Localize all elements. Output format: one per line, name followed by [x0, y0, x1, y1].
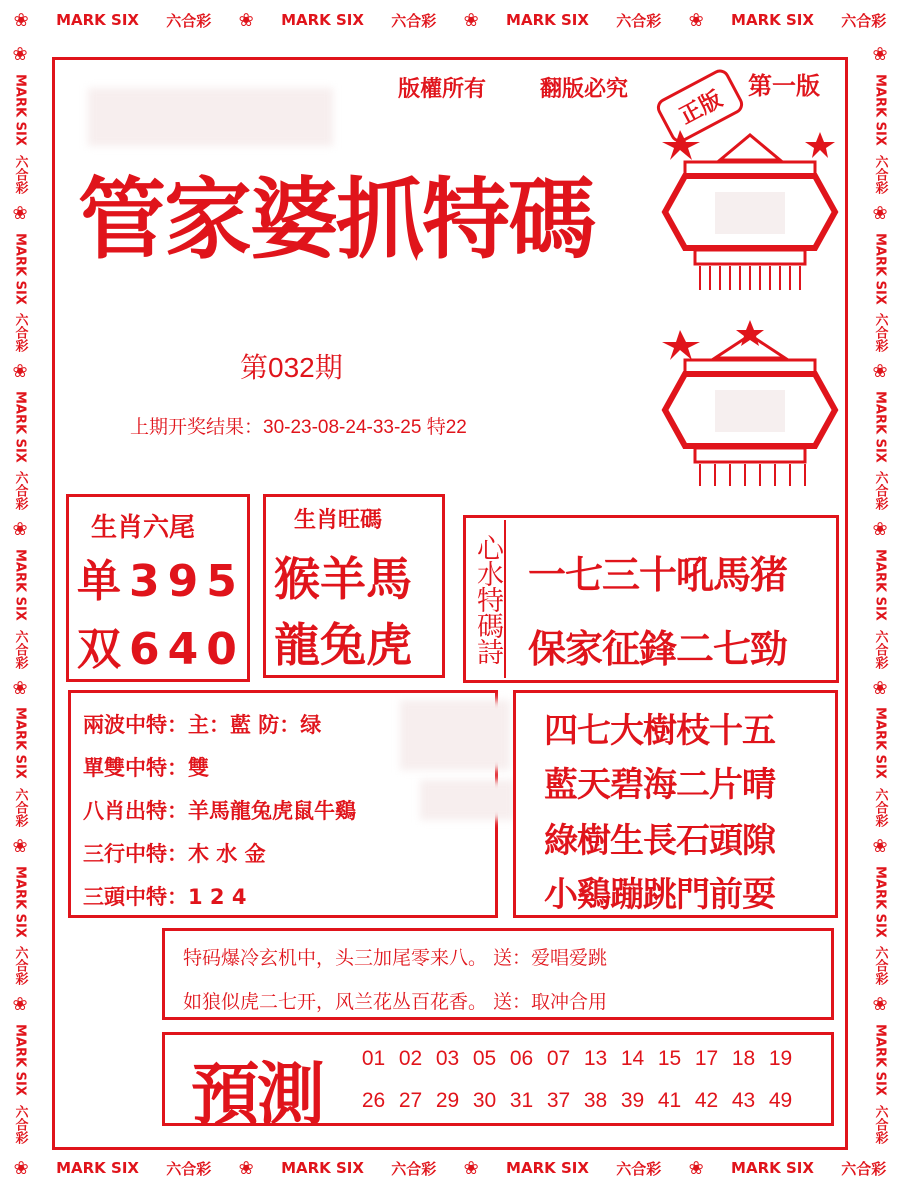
border-text-en: MARK SIX — [56, 1159, 139, 1177]
odd-tails-row — [77, 545, 245, 609]
copyright-text: 版權所有 — [398, 76, 487, 102]
border-text-en: MARK SIX — [872, 707, 888, 780]
border-text-cn: 六合彩 — [391, 11, 437, 30]
tip-value: 主：藍 防：绿 — [188, 713, 322, 737]
poem1-side-label-cell — [470, 520, 506, 678]
poem1-side-label: 心水特碼詩 — [472, 534, 503, 664]
tip-label: 三頭中特： — [83, 885, 188, 909]
forecast-number: 19 — [768, 1047, 793, 1070]
border-text-en: MARK SIX — [281, 11, 364, 29]
border-text-en: MARK SIX — [872, 1023, 888, 1096]
poem2-box — [513, 690, 838, 918]
border-text-cn: 六合彩 — [616, 1159, 662, 1178]
border-text-en: MARK SIX — [872, 865, 888, 938]
poem2-line: 藍天碧海二片晴 — [544, 765, 775, 805]
border-text-en: MARK SIX — [872, 549, 888, 621]
border-text-en: MARK SIX — [12, 865, 28, 938]
poem2-line: 綠樹生長石頭隙 — [544, 821, 775, 861]
tip-row — [83, 752, 209, 782]
flower-icon: ❀ — [12, 202, 28, 224]
border-text-en: MARK SIX — [12, 74, 28, 147]
even-tails-row — [77, 613, 245, 677]
flower-icon: ❀ — [872, 677, 888, 699]
zodiac-sign: 羊 — [320, 552, 366, 606]
flower-icon: ❀ — [12, 994, 28, 1016]
forecast-number: 18 — [731, 1047, 756, 1070]
flower-icon: ❀ — [12, 360, 28, 382]
zodiac-sign: 馬 — [366, 552, 412, 606]
border-text-en: MARK SIX — [12, 1023, 28, 1096]
forecast-number: 30 — [472, 1089, 497, 1112]
border-text-en: MARK SIX — [12, 390, 28, 463]
poem1-box — [463, 515, 839, 683]
bottom-border-strip — [0, 1148, 900, 1188]
forecast-number: 15 — [657, 1047, 682, 1070]
zodiac-tails-heading: 生肖六尾 — [91, 513, 196, 543]
forecast-number: 07 — [546, 1047, 571, 1070]
flower-icon: ❀ — [688, 9, 704, 31]
flower-icon: ❀ — [688, 1157, 704, 1179]
flower-icon: ❀ — [872, 519, 888, 541]
tip-row — [83, 709, 321, 739]
border-text-en: MARK SIX — [731, 1159, 814, 1177]
even-digit: 4 — [167, 624, 207, 675]
verse-line: 特码爆冷玄机中，头三加尾零来八。 送：爱唱爱跳 — [183, 947, 608, 969]
flower-icon: ❀ — [238, 1157, 254, 1179]
flower-icon: ❀ — [872, 360, 888, 382]
forecast-number: 14 — [620, 1047, 645, 1070]
border-text-cn: 六合彩 — [12, 788, 28, 827]
tip-row — [83, 881, 246, 911]
border-text-cn: 六合彩 — [12, 946, 28, 986]
forecast-number: 43 — [731, 1089, 756, 1112]
border-text-cn: 六合彩 — [166, 11, 212, 30]
border-text-en: MARK SIX — [872, 390, 888, 463]
border-text-en: MARK SIX — [872, 74, 888, 147]
forecast-number: 41 — [657, 1089, 682, 1112]
zodiac-sign: 猴 — [274, 552, 320, 606]
border-text-cn: 六合彩 — [872, 313, 888, 353]
border-text-cn: 六合彩 — [841, 11, 887, 30]
border-text-en: MARK SIX — [872, 232, 888, 305]
flower-icon: ❀ — [463, 1157, 479, 1179]
forecast-number: 29 — [435, 1089, 460, 1112]
border-text-cn: 六合彩 — [616, 11, 662, 30]
flower-icon: ❀ — [872, 835, 888, 857]
border-text-en: MARK SIX — [506, 1159, 589, 1177]
tip-label: 三行中特： — [83, 842, 188, 866]
border-text-en: MARK SIX — [12, 232, 28, 305]
forecast-number: 03 — [435, 1047, 460, 1070]
poem1-line: 一七三十吼馬猪 — [528, 553, 788, 597]
border-text-cn: 六合彩 — [391, 1159, 437, 1178]
flower-icon: ❀ — [463, 9, 479, 31]
zodiac-lucky-row — [274, 543, 412, 609]
border-text-cn: 六合彩 — [872, 946, 888, 986]
border-text-cn: 六合彩 — [12, 629, 28, 669]
forecast-number: 38 — [583, 1089, 608, 1112]
tip-label: 兩波中特： — [83, 713, 188, 737]
zodiac-tails-box — [66, 494, 250, 682]
flower-icon: ❀ — [238, 9, 254, 31]
zodiac-lucky-heading: 生肖旺碼 — [294, 507, 383, 533]
odd-digit: 3 — [129, 556, 168, 607]
flower-icon: ❀ — [13, 1157, 29, 1179]
flower-icon: ❀ — [12, 44, 28, 66]
flower-icon: ❀ — [872, 44, 888, 66]
border-text-cn: 六合彩 — [872, 788, 888, 827]
zodiac-lucky-row — [274, 609, 412, 675]
forecast-number: 37 — [546, 1089, 571, 1112]
odd-digit: 9 — [167, 556, 207, 607]
issue-number: 第032期 — [240, 352, 343, 383]
border-text-cn: 六合彩 — [872, 154, 888, 194]
forecast-box — [162, 1032, 834, 1135]
forecast-number: 42 — [694, 1089, 719, 1112]
forecast-label: 預測 — [191, 1055, 324, 1135]
poem2-line: 四七大樹枝十五 — [544, 711, 775, 751]
border-text-cn: 六合彩 — [166, 1159, 212, 1178]
tip-label: 單雙中特： — [83, 756, 188, 780]
forecast-number: 17 — [694, 1047, 719, 1070]
border-text-cn: 六合彩 — [12, 1104, 28, 1144]
border-text-cn: 六合彩 — [12, 471, 28, 511]
zodiac-sign: 虎 — [366, 618, 412, 672]
tip-row — [83, 838, 266, 868]
border-text-en: MARK SIX — [12, 549, 28, 621]
lantern-icon — [660, 120, 840, 305]
flower-icon: ❀ — [13, 9, 29, 31]
flower-icon: ❀ — [12, 677, 28, 699]
forecast-row — [355, 1089, 799, 1113]
border-text-cn: 六合彩 — [12, 313, 28, 353]
blurred-region — [420, 780, 515, 820]
forecast-number: 27 — [398, 1089, 423, 1112]
forecast-number: 05 — [472, 1047, 497, 1070]
forecast-number: 49 — [768, 1089, 793, 1112]
lantern-icon — [660, 310, 840, 495]
forecast-number: 26 — [361, 1089, 386, 1112]
border-text-cn: 六合彩 — [872, 471, 888, 511]
forecast-number: 31 — [509, 1089, 534, 1112]
zodiac-sign: 龍 — [274, 618, 320, 672]
flower-icon: ❀ — [872, 202, 888, 224]
flower-icon: ❀ — [872, 994, 888, 1016]
odd-label: 单 — [77, 556, 129, 607]
forecast-number: 06 — [509, 1047, 534, 1070]
last-result: 上期开奖结果：30-23-08-24-33-25 特22 — [130, 417, 467, 438]
tip-value: 雙 — [188, 756, 209, 780]
border-text-cn: 六合彩 — [872, 1104, 888, 1144]
border-text-cn: 六合彩 — [12, 154, 28, 194]
odd-digit: 5 — [206, 556, 245, 607]
even-digit: 0 — [206, 624, 245, 675]
right-border-strip — [860, 40, 900, 1148]
forecast-row — [355, 1047, 799, 1071]
forecast-number: 02 — [398, 1047, 423, 1070]
tip-label: 八肖出特： — [83, 799, 188, 823]
tip-row — [83, 795, 356, 825]
border-text-cn: 六合彩 — [872, 629, 888, 669]
edition-text: 第一版 — [748, 71, 820, 100]
verse-line: 如狼似虎二七开，风兰花丛百花香。 送：取冲合用 — [183, 991, 608, 1013]
border-text-en: MARK SIX — [12, 707, 28, 780]
blurred-region — [88, 88, 333, 146]
zodiac-sign: 兔 — [320, 618, 366, 672]
even-digit: 6 — [129, 624, 168, 675]
tip-value: 木 水 金 — [188, 842, 266, 866]
tip-value: 羊馬龍兔虎鼠牛鷄 — [188, 799, 356, 823]
flower-icon: ❀ — [12, 835, 28, 857]
poem1-line: 保家征鋒二七勁 — [528, 627, 788, 671]
top-border-strip — [0, 0, 900, 40]
blurred-region — [400, 700, 510, 770]
forecast-number: 39 — [620, 1089, 645, 1112]
border-text-en: MARK SIX — [731, 11, 814, 29]
no-reprint-text: 翻版必究 — [540, 76, 629, 102]
forecast-number: 01 — [361, 1047, 386, 1070]
genuine-seal-text: 正版 — [675, 85, 727, 130]
border-text-en: MARK SIX — [281, 1159, 364, 1177]
border-text-en: MARK SIX — [506, 11, 589, 29]
even-label: 双 — [77, 624, 129, 675]
border-text-en: MARK SIX — [56, 11, 139, 29]
verse-box — [162, 928, 834, 1020]
left-border-strip — [0, 40, 40, 1148]
poem2-line: 小鷄蹦跳門前耍 — [544, 875, 775, 915]
tip-value: 1 2 4 — [188, 885, 247, 909]
page-title: 管家婆抓特碼 — [78, 167, 595, 271]
zodiac-lucky-box — [263, 494, 445, 678]
flower-icon: ❀ — [12, 519, 28, 541]
forecast-number: 13 — [583, 1047, 608, 1070]
border-text-cn: 六合彩 — [841, 1159, 887, 1178]
